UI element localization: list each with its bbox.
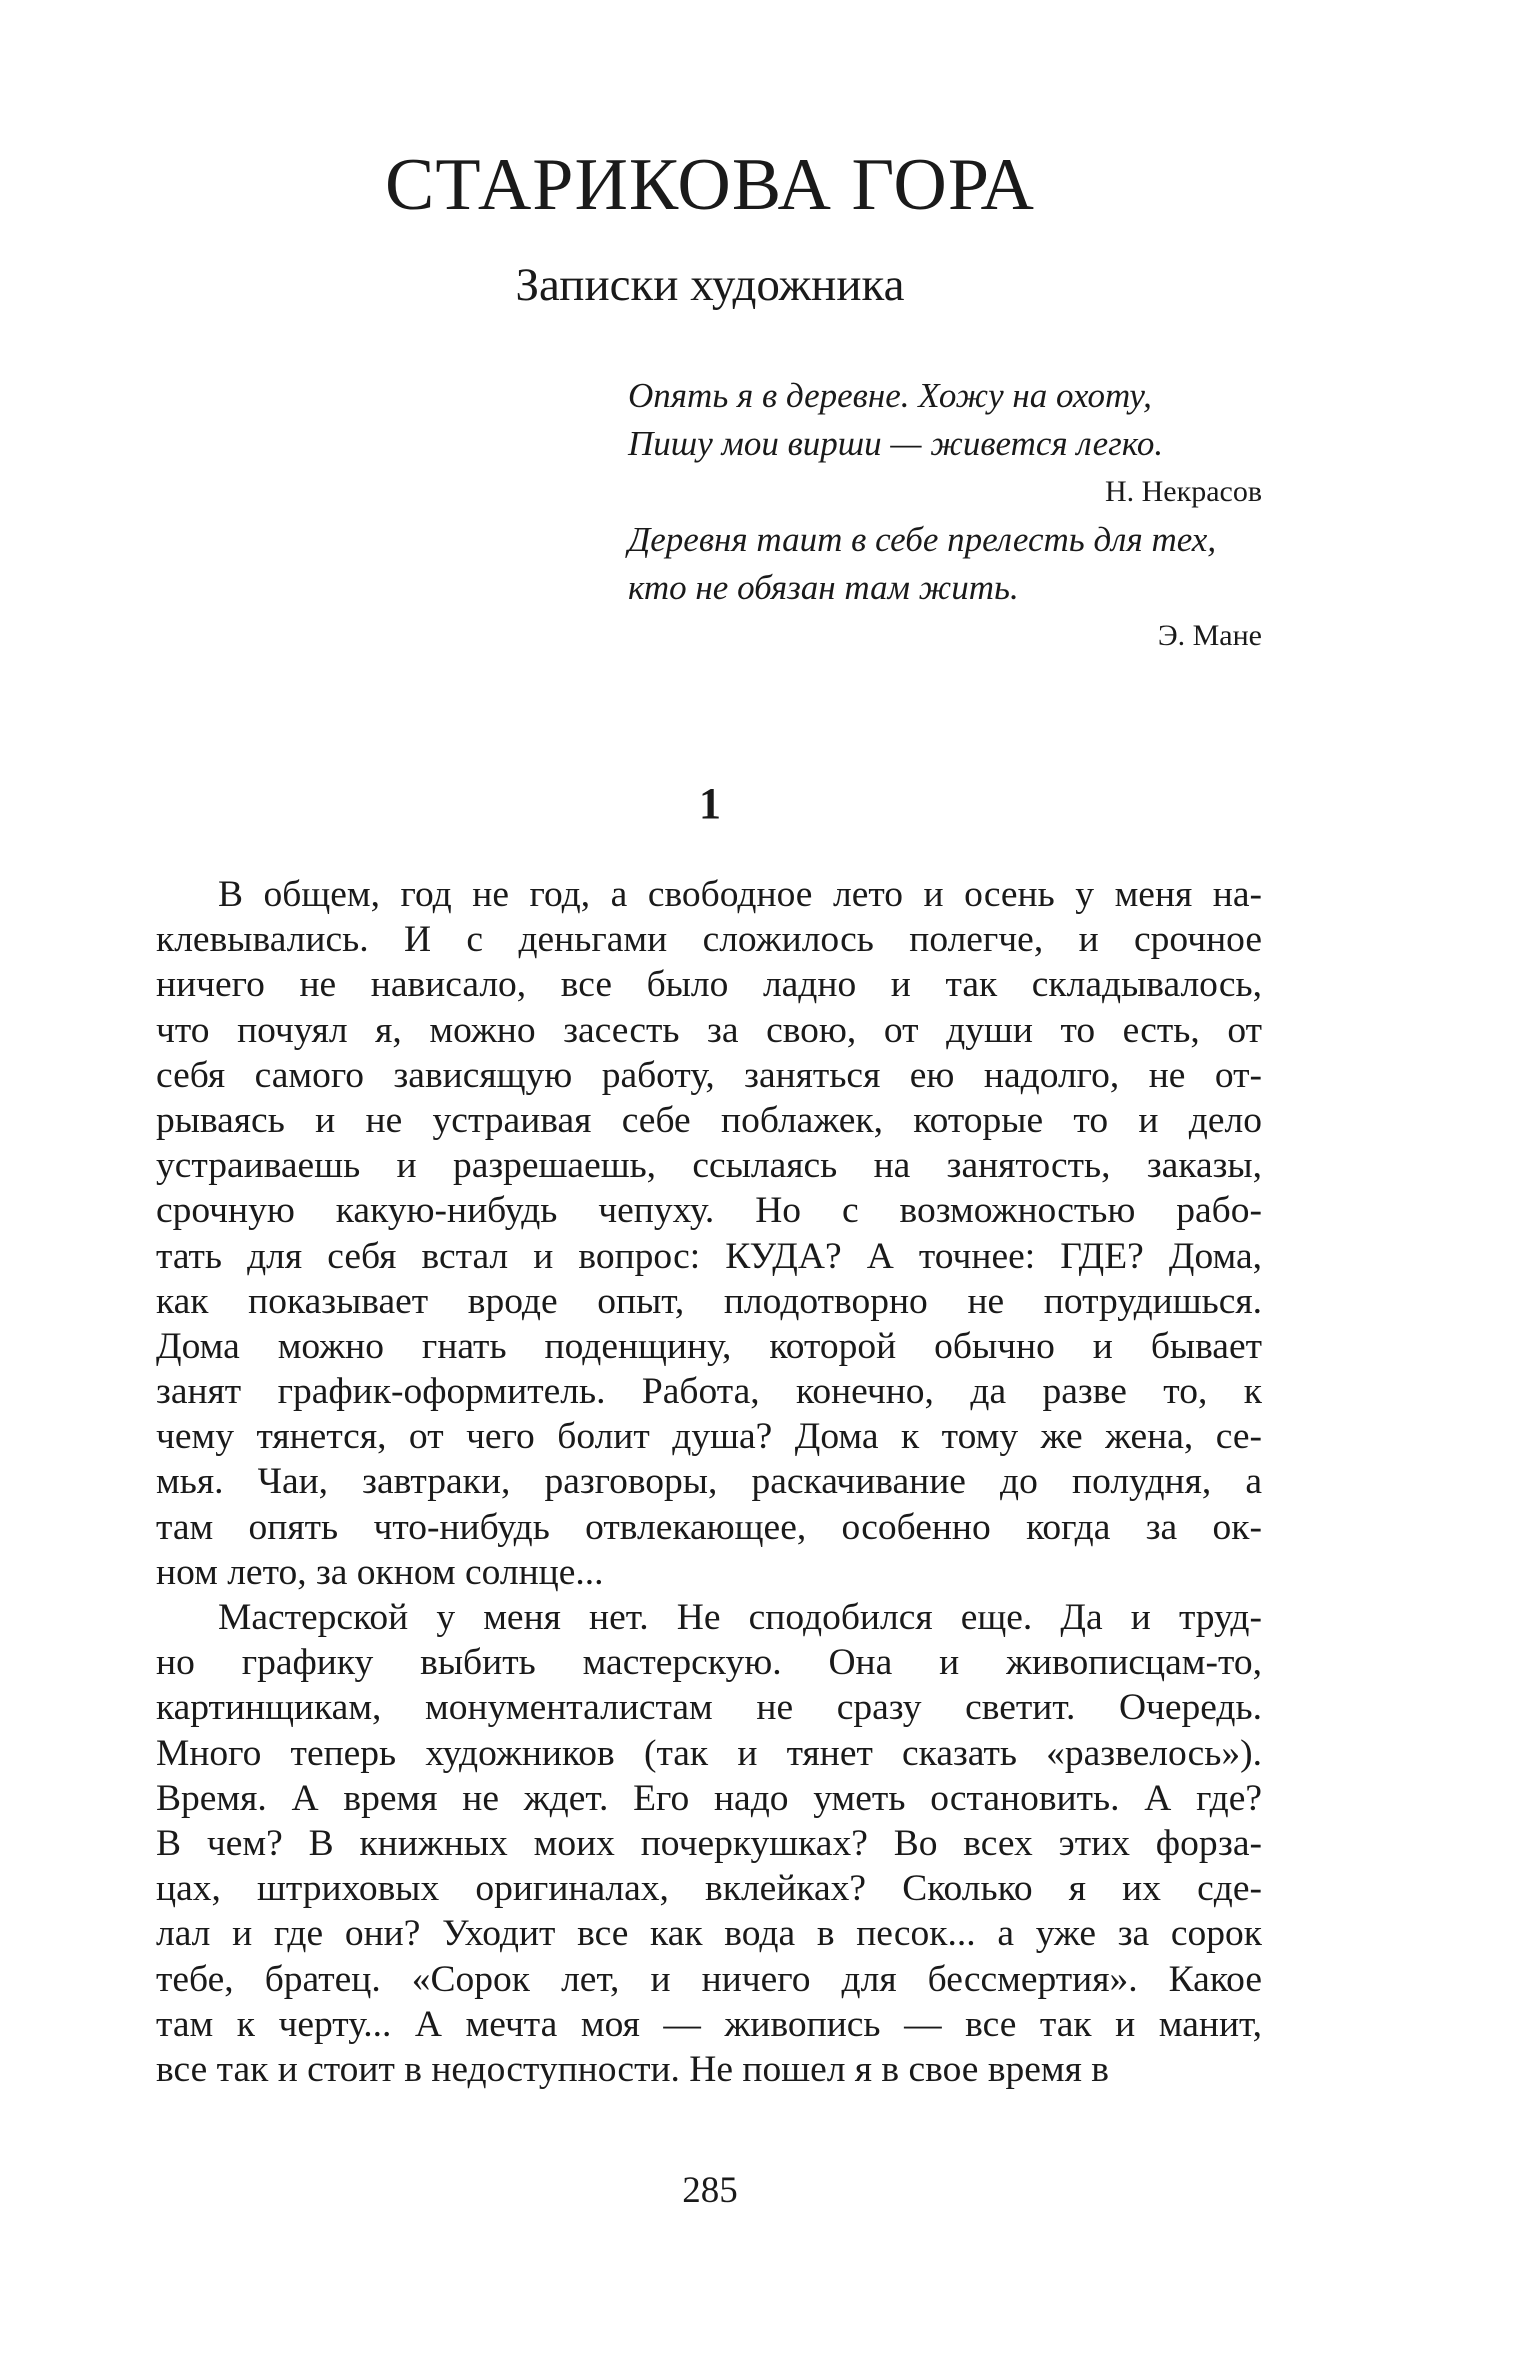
text-line: В общем, год не год, а свободное лето и осень у меня на- [218, 874, 1262, 915]
text-line: тать для себя встал и вопрос: КУДА? А точнее: ГДЕ? Дома, [156, 1235, 1262, 1277]
epigraph-line: Пишу мои вирши — живется легко. [628, 424, 1164, 463]
text-line: мья. Чаи, завтраки, разговоры, раскачивание до полудня, а [156, 1461, 1262, 1503]
text-line: занят график-оформитель. Работа, конечно, да разве то, к [156, 1371, 1262, 1413]
text-line: устраиваешь и разрешаешь, ссылаясь на занятость, заказы, [156, 1145, 1262, 1187]
text-line: но графику выбить мастерскую. Она и живописцам-то, [156, 1642, 1262, 1684]
epigraph-line: Опять я в деревне. Хожу на охоту, [628, 376, 1152, 415]
text-line: срочную какую-нибудь чепуху. Но с возможностью рабо- [156, 1190, 1262, 1232]
text-line: Дома можно гнать поденщину, которой обычно и бывает [156, 1325, 1262, 1367]
text-line: все так и стоит в недоступности. Не пошел я в свое время в [156, 2048, 1109, 2090]
epigraph-line: кто не обязан там жить. [628, 568, 1019, 607]
epigraph-block [628, 372, 1262, 660]
text-line: Время. А время не ждет. Его надо уметь остановить. А где? [156, 1777, 1262, 1819]
body-text [156, 872, 1262, 2092]
epigraph-author: Н. Некрасов [1104, 475, 1262, 508]
text-line: В чем? В книжных моих почеркушках? Во всех этих форза- [156, 1822, 1262, 1864]
text-line: клевывались. И с деньгами сложилось полегче, и срочное [156, 919, 1262, 961]
text-line: картинщикам, монументалистам не сразу светит. Очередь. [156, 1687, 1262, 1729]
text-line: чему тянется, от чего болит душа? Дома к тому же жена, се- [156, 1416, 1262, 1458]
text-line: там к черту... А мечта моя — живопись — все так и манит, [156, 2003, 1262, 2045]
text-line: Много теперь художников (так и тянет сказать «развелось»). [156, 1732, 1262, 1774]
chapter-number: 1 [699, 779, 721, 828]
epigraph-line: Деревня таит в себе прелесть для тех, [628, 520, 1217, 559]
story-title: СТАРИКОВА ГОРА [384, 144, 1035, 226]
text-line: что почуял я, можно засесть за свою, от души то есть, от [156, 1009, 1262, 1051]
text-line: тебе, братец. «Сорок лет, и ничего для бессмертия». Какое [156, 1958, 1262, 2000]
text-line: там опять что-нибудь отвлекающее, особенно когда за ок- [156, 1506, 1262, 1548]
text-line: ном лето, за окном солнце... [156, 1551, 604, 1593]
epigraph-author: Э. Мане [1157, 619, 1262, 652]
text-line: ничего не нависало, все было ладно и так складывалось, [156, 964, 1262, 1006]
text-line: себя самого зависящую работу, заняться ею надолго, не от- [156, 1054, 1262, 1096]
text-line: как показывает вроде опыт, плодотворно не потрудишься. [156, 1280, 1262, 1322]
page-number: 285 [682, 2170, 738, 2211]
text-line: рываясь и не устраивая себе поблажек, которые то и дело [156, 1099, 1262, 1141]
text-line: цах, штриховых оригиналах, вклейках? Сколько я их сде- [156, 1868, 1262, 1910]
text-line: Мастерской у меня нет. Не сподобился еще. Да и труд- [218, 1597, 1262, 1638]
story-subtitle: Записки художника [515, 259, 905, 311]
text-line: лал и где они? Уходит все как вода в песок... а уже за сорок [156, 1913, 1262, 1955]
